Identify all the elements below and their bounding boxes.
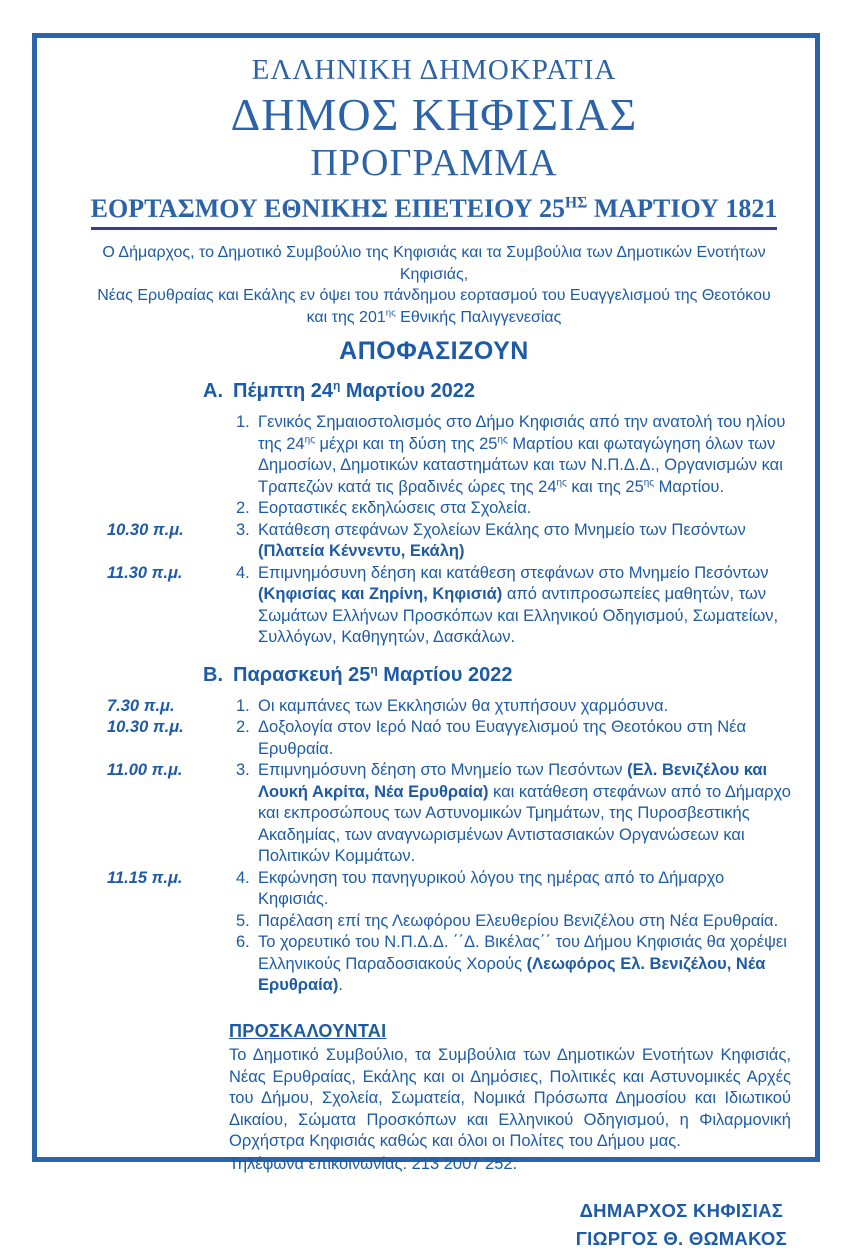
- signature-block: [576, 1197, 787, 1253]
- item-text: Οι καμπάνες των Εκκλησιών θα χτυπήσουν χαρμόσυνα.: [258, 696, 669, 715]
- signature-name: ΓΙΩΡΓΟΣ Θ. ΘΩΜΑΚΟΣ: [575, 1228, 787, 1249]
- item-time: 10.30 π.μ.: [107, 520, 184, 539]
- decision-heading: ΑΠΟΦΑΣΙΖΟΥΝ: [339, 337, 529, 365]
- section-b-label: Β.: [203, 663, 223, 686]
- item-text: Εκφώνηση του πανηγυρικού λόγου της ημέρας από το Δήμαρχο Κηφισιάς.: [258, 868, 725, 908]
- program-item: [77, 717, 791, 760]
- item-text: Δοξολογία στον Ιερό Ναό του Ευαγγελισμού της Θεοτόκου στη Νέα Ερυθραία.: [258, 718, 747, 758]
- section-a-label: Α.: [203, 380, 223, 402]
- section-a-title-text: Πέμπτη $24^\eta$ Μαρτίου 2022: [233, 378, 476, 402]
- item-time: [77, 498, 236, 520]
- program-item: [77, 911, 791, 933]
- item-number: 1.: [236, 413, 250, 431]
- invitation-phone: Τηλέφωνα επικοινωνίας: 213 2007 252.: [229, 1154, 518, 1173]
- municipality-title: ΔΗΜΟΣ ΚΗΦΙΣΙΑΣ: [230, 89, 638, 140]
- signature-role: ΔΗΜΑΡΧΟΣ ΚΗΦΙΣΙΑΣ: [579, 1200, 784, 1221]
- item-text: Το χορευτικό του Ν.Π.Δ.Δ. ΄΄Δ. Βικέλας΄΄ του Δήμου Κηφισιάς θα χορέψει Ελληνικούς Παραδοσιακούς Χορούς (Λεωφόρος Ελ. Βενιζέλου, Νέα Ερυθραία).: [258, 933, 787, 994]
- item-time: 11.30 π.μ.: [107, 563, 183, 582]
- item-text: Επιμνημόσυνη δέηση και κατάθεση στεφάνων στο Μνημείο Πεσόντων (Κηφισίας και Ζηρίνη, Κηφισιά) από αντιπροσωπείες μαθητών, των Σωμάτων Ελλήνων Προσκόπων και Ελληνικού Οδηγισμού, Σωματείων, Συλλόγων, Καθηγητών, Δασκάλων.: [258, 563, 779, 646]
- program-item: [77, 760, 791, 868]
- program-item: [77, 520, 791, 563]
- section-b-items: [77, 696, 791, 997]
- item-time: 11.15 π.μ.: [107, 868, 183, 887]
- program-item: [77, 412, 791, 498]
- invitation-heading: ΠΡΟΣΚΑΛΟΥΝΤΑΙ: [229, 1020, 387, 1041]
- intro-paragraph: Ο Δήμαρχος, το Δημοτικό Συμβούλιο της Κηφισιάς και τα Συμβούλια των Δημοτικών Ενοτήτων Κηφισιάς, Νέας Ερυθραίας και Εκάλης εν όψει του πάνδημου εορτασμού του Ευαγγελισμού της Θεοτόκου και της $201^{\eta\varsigma}$ Εθνικής Παλιγγενεσίας: [97, 244, 771, 326]
- section-b-title: [203, 661, 791, 687]
- item-time: 7.30 π.μ.: [107, 696, 175, 715]
- item-time: [77, 932, 236, 997]
- section-b-title-text: Παρασκευή $25^\eta$ Μαρτίου 2022: [233, 661, 513, 686]
- program-title: ΠΡΟΓΡΑΜΜΑ: [310, 142, 558, 184]
- republic-title: ΕΛΛΗΝΙΚΗ ΔΗΜΟΚΡΑΤΙΑ: [251, 54, 617, 86]
- item-number: 2.: [236, 499, 250, 517]
- item-time: 10.30 π.μ.: [107, 718, 184, 736]
- celebration-subtitle: ΕΟΡΤΑΣΜΟΥ ΕΘΝΙΚΗΣ ΕΠΕΤΕΙΟΥ $25^{H\Sigma}$ ΜΑΡΤΙΟΥ 1821: [91, 194, 778, 230]
- program-item: [77, 498, 791, 520]
- item-time: [77, 412, 236, 498]
- border-frame: [32, 33, 820, 1249]
- section-a-items: [77, 412, 791, 649]
- item-text: Γενικός Σημαιοστολισμός στο Δήμο Κηφισιάς από την ανατολή του ηλίου της $24^{\eta\varsigma}$ μέχρι και τη δύση της $25^{\eta\varsigma}$ Μαρτίου και φωταγώγηση όλων των Δημοσίων, Δημοτικών καταστημάτων και των Ν.Π.Δ.Δ., Οργανισμών και Τραπεζών κατά τις βραδινές ώρες της $24^{\eta\varsigma}$ και της $25^{\eta\varsigma}$ Μαρτίου.: [258, 413, 786, 496]
- item-number: 5.: [236, 911, 250, 930]
- item-number: 2.: [236, 718, 250, 736]
- subtitle-row: [77, 194, 791, 230]
- item-time: [77, 911, 236, 933]
- item-text: Παρέλαση επί της Λεωφόρου Ελευθερίου Βενιζέλου στη Νέα Ερυθραία.: [258, 911, 779, 930]
- program-item: [77, 696, 791, 718]
- item-number: 6.: [236, 933, 250, 951]
- item-number: 3.: [236, 761, 250, 779]
- invitation-body: Το Δημοτικό Συμβούλιο, τα Συμβούλια των Δημοτικών Ενοτήτων Κηφισιάς, Νέας Ερυθραίας, Εκάλης και οι Δημόσιες, Πολιτικές και Αστυνομικές Αρχές του Δήμου, Σχολεία, Σωματεία, Νομικά Πρόσωπα Δημοσίου και Ιδιωτικού Δικαίου, Σώματα Προσκόπων και Ελληνικού Οδηγισμού, η Φιλαρμονική Ορχήστρα Κηφισιάς καθώς και όλοι οι Πολίτες του Δήμου μας.: [229, 1046, 791, 1150]
- item-number: 4.: [236, 563, 250, 582]
- item-text: Κατάθεση στεφάνων Σχολείων Εκάλης στο Μνημείο των Πεσόντων (Πλατεία Κέννεντυ, Εκάλη): [258, 520, 746, 560]
- item-number: 1.: [236, 696, 250, 715]
- program-item: [77, 868, 791, 911]
- item-number: 4.: [236, 868, 250, 887]
- section-a-title: [203, 380, 791, 403]
- item-number: 3.: [236, 520, 250, 539]
- item-text: Εορταστικές εκδηλώσεις στα Σχολεία.: [258, 499, 532, 517]
- invitation-block: [229, 1021, 791, 1176]
- program-item: [77, 563, 791, 649]
- item-text: Επιμνημόσυνη δέηση στο Μνημείο των Πεσόντων (Ελ. Βενιζέλου και Λουκή Ακρίτα, Νέα Ερυθραία) και κατάθεση στεφάνων από το Δήμαρχο και εκπροσώπους των Αστυνομικών Τμημάτων, της Πυροσβεστικής Ακαδημίας, των αναγνωρισμένων Αντιστασιακών Οργανώσεων και Πολιτικών Κομμάτων.: [258, 761, 791, 865]
- program-item: [77, 932, 791, 997]
- item-time: 11.00 π.μ.: [107, 761, 183, 779]
